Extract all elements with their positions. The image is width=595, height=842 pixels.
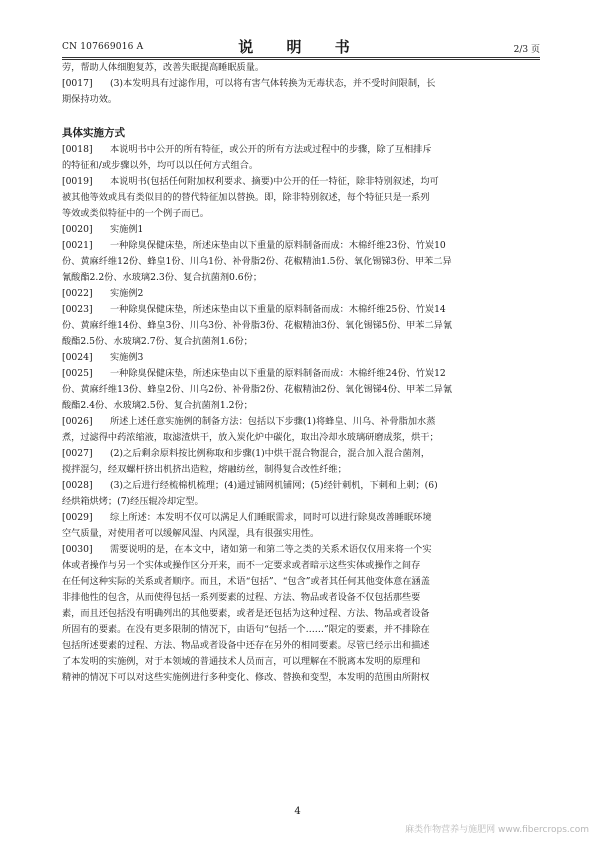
body-line: 氰酸酯2.2份、水玻璃2.3份、复合抗菌剂0.6份； bbox=[62, 272, 263, 283]
body-line: 在任何这种实际的关系或者顺序。而且，术语“包括”、“包含”或者其任何其他变体意在涵盖 bbox=[62, 576, 430, 587]
body-line: 体或者操作与另一个实体或操作区分开来，而不一定要求或者暗示这些实体或操作之间存 bbox=[62, 560, 421, 571]
paragraph-text: 本说明书(包括任何附加权利要求、摘要)中公开的任一特征，除非特别叙述，均可 bbox=[110, 176, 439, 187]
body-line: 等效或类似特征中的一个例子而已。 bbox=[62, 208, 209, 219]
body-line: 份、黄麻纤维14份、蜂皇3份、川乌3份、补骨脂3份、花椒精油3份、氧化锡锑5份、甲苯二异氰 bbox=[62, 320, 453, 331]
page-number: 4 bbox=[294, 806, 301, 817]
paragraph-text: 需要说明的是，在本文中，诸如第一和第二等之类的关系术语仅仅用来将一个实 bbox=[110, 544, 432, 555]
example-heading: 实施例2 bbox=[110, 288, 144, 299]
paragraph-text: 本说明书中公开的所有特征，或公开的所有方法或过程中的步骤，除了互相排斥 bbox=[110, 144, 432, 155]
body-line: 包括所述要素的过程、方法、物品或者设备中还存在另外的相同要素。尽管已经示出和描述 bbox=[62, 640, 430, 651]
body-line: 经烘箱烘烤；(7)经压辊冷却定型。 bbox=[62, 496, 204, 507]
page-header bbox=[62, 36, 540, 56]
paragraph-0023 bbox=[62, 302, 540, 318]
header-rule bbox=[62, 57, 540, 58]
paragraph-0029 bbox=[62, 510, 540, 526]
body-line: 煮，过滤得中药浓缩液，取滤渣烘干，放入炭化炉中碳化，取出冷却水玻璃研磨成浆，烘干； bbox=[62, 432, 439, 443]
body-line: 份、黄麻纤维13份、蜂皇2份、川乌2份、补骨脂2份、花椒精油2份、氧化锡锑4份、甲苯二异氰 bbox=[62, 384, 453, 395]
paragraph-text: 所述上述任意实施例的制备方法：包括以下步骤(1)将蜂皇、川乌、补骨脂加水蒸 bbox=[110, 416, 436, 427]
body-line: 酸酯2.5份、水玻璃2.7份、复合抗菌剂1.6份； bbox=[62, 336, 253, 347]
paragraph-number: [0026] bbox=[62, 416, 93, 427]
paragraph-0017 bbox=[62, 76, 540, 92]
paragraph-text: (3)本发明具有过滤作用，可以将有害气体转换为无毒状态，并不受时间限制，长 bbox=[110, 78, 436, 89]
paragraph-number: [0018] bbox=[62, 144, 93, 155]
paragraph-0024 bbox=[62, 350, 540, 366]
paragraph-0021 bbox=[62, 238, 540, 254]
paragraph-number: [0019] bbox=[62, 176, 93, 187]
paragraph-text: 综上所述：本发明不仅可以满足人们睡眠需求，同时可以进行除臭改善睡眠环境 bbox=[110, 512, 432, 523]
body-line: 劳，帮助人体细胞复苏，改善失眠提高睡眠质量。 bbox=[62, 62, 265, 73]
paragraph-number: [0021] bbox=[62, 240, 93, 251]
paragraph-0026 bbox=[62, 414, 540, 430]
body-line: 的特征和/或步骤以外，均可以以任何方式组合。 bbox=[62, 160, 259, 171]
paragraph-0030 bbox=[62, 542, 540, 558]
body-line: 期保持功效。 bbox=[62, 94, 118, 105]
paragraph-text: (2)之后剩余原料按比例称取和步骤(1)中烘干混合物混合，混合加入混合菌剂， bbox=[110, 448, 431, 459]
paragraph-number: [0023] bbox=[62, 304, 93, 315]
paragraph-number: [0017] bbox=[62, 78, 93, 89]
paragraph-number: [0028] bbox=[62, 480, 93, 491]
document-body bbox=[62, 60, 540, 686]
body-line: 份、黄麻纤维12份、蜂皇1份、川乌1份、补骨脂2份、花椒精油1.5份、氧化锡锑3份、甲苯二异 bbox=[62, 256, 452, 267]
body-line: 搅拌混匀，经双螺杆挤出机挤出造粒，熔融纺丝，制得复合改性纤维； bbox=[62, 464, 347, 475]
paragraph-0025 bbox=[62, 366, 540, 382]
paragraph-number: [0030] bbox=[62, 544, 93, 555]
watermark: 麻类作物营养与施肥网 www.fibercrops.com bbox=[405, 825, 589, 835]
paragraph-number: [0020] bbox=[62, 224, 93, 235]
paragraph-text: (3)之后进行经梳棉机梳理；(4)通过铺网机铺网；(5)经针刺机，下刺和上刺；(6) bbox=[110, 480, 438, 491]
publication-number: CN 107669016 A bbox=[62, 42, 144, 52]
paragraph-0019 bbox=[62, 174, 540, 190]
document-title: 说 明 书 bbox=[238, 38, 364, 56]
paragraph-number: [0025] bbox=[62, 368, 93, 379]
body-line: 非排他性的包含，从而使得包括一系列要素的过程、方法、物品或者设备不仅包括那些要 bbox=[62, 592, 421, 603]
example-heading: 实施例1 bbox=[110, 224, 144, 235]
paragraph-text: 一种除臭保健床垫，所述床垫由以下重量的原料制备而成：木棉纤维24份、竹炭12 bbox=[110, 368, 446, 379]
paragraph-text: 一种除臭保健床垫，所述床垫由以下重量的原料制备而成：木棉纤维25份、竹炭14 bbox=[110, 304, 446, 315]
paragraph-0018 bbox=[62, 142, 540, 158]
body-line: 所固有的要素。在没有更多限制的情况下，由语句“包括一个……”限定的要素，并不排除在 bbox=[62, 624, 430, 635]
body-line: 素，而且还包括没有明确列出的其他要素，或者是还包括为这种过程、方法、物品或者设备 bbox=[62, 608, 430, 619]
page-info: 2/3 页 bbox=[513, 45, 540, 55]
body-line: 精神的情况下可以对这些实施例进行多种变化、修改、替换和变型，本发明的范围由所附权 bbox=[62, 672, 430, 683]
body-line: 酸酯2.4份、水玻璃2.5份、复合抗菌剂1.2份； bbox=[62, 400, 253, 411]
example-heading: 实施例3 bbox=[110, 352, 144, 363]
paragraph-0027 bbox=[62, 446, 540, 462]
paragraph-text: 一种除臭保健床垫，所述床垫由以下重量的原料制备而成：木棉纤维23份、竹炭10 bbox=[110, 240, 446, 251]
paragraph-number: [0024] bbox=[62, 352, 93, 363]
paragraph-0020 bbox=[62, 222, 540, 238]
paragraph-number: [0027] bbox=[62, 448, 93, 459]
body-line: 空气质量，对使用者可以缓解风湿、内风湿，具有很强实用性。 bbox=[62, 528, 320, 539]
paragraph-number: [0029] bbox=[62, 512, 93, 523]
body-line: 了本发明的实施例，对于本领域的普通技术人员而言，可以理解在不脱离本发明的原理和 bbox=[62, 656, 421, 667]
paragraph-0028 bbox=[62, 478, 540, 494]
section-heading: 具体实施方式 bbox=[62, 127, 125, 139]
paragraph-number: [0022] bbox=[62, 288, 93, 299]
body-line: 被其他等效或具有类似目的的替代特征加以替换。即，除非特别叙述，每个特征只是一系列 bbox=[62, 192, 430, 203]
paragraph-0022 bbox=[62, 286, 540, 302]
